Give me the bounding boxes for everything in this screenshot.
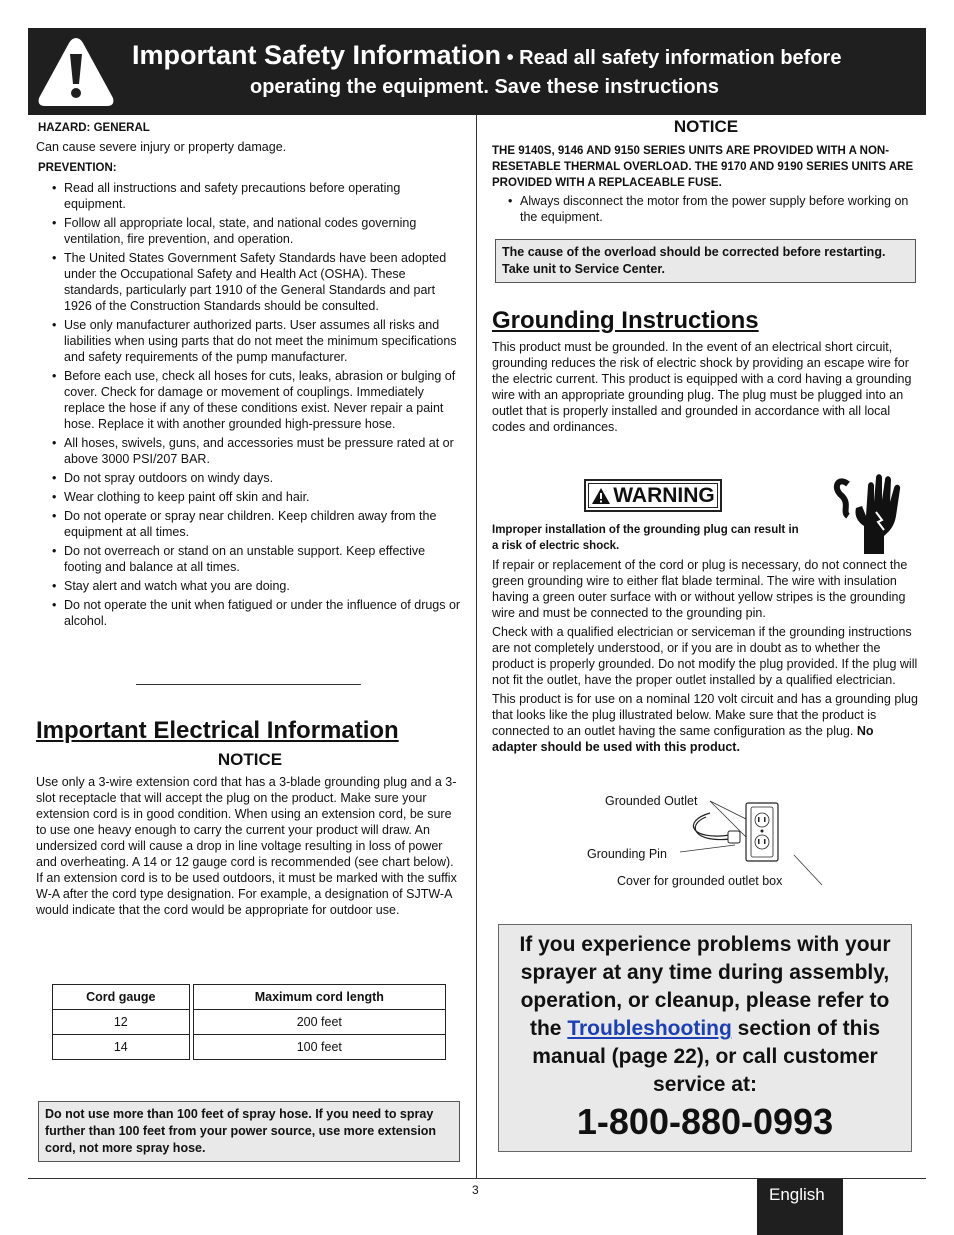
table-cell: 200 feet bbox=[193, 1010, 445, 1035]
outlet-label: Grounded Outlet bbox=[605, 794, 698, 808]
list-item: • Do not operate or spray near children. Keep children away from the equipment at all times. bbox=[36, 508, 464, 540]
notice-title: NOTICE bbox=[673, 117, 739, 136]
list-item: • Do not spray outdoors on windy days. bbox=[36, 470, 464, 486]
table-header: Maximum cord length bbox=[193, 985, 445, 1010]
list-item: • All hoses, swivels, guns, and accessories must be pressure rated at or above 3000 PSI/207 BAR. bbox=[36, 435, 464, 467]
grounded-outlet-diagram bbox=[680, 795, 830, 890]
header-subtitle-1: • Read all safety information before bbox=[501, 47, 842, 69]
list-item: • Always disconnect the motor from the power supply before working on the equipment. bbox=[492, 193, 920, 225]
cord-table bbox=[52, 984, 446, 1060]
customer-service-phone: 1-800-880-0993 bbox=[576, 1101, 834, 1142]
header-title: Important Safety Information • Read all safety information before bbox=[132, 40, 842, 70]
customer-service-box bbox=[498, 924, 912, 1152]
section-rule bbox=[136, 684, 361, 685]
electrical-notice-body: Use only a 3-wire extension cord that has a 3-blade grounding plug and a 3-slot receptacle that will accept the plug on the product. Make sure your extension cord is in good condition. When using an extension cord, be sure to use one heavy enough to carry the current your product will draw. An undersized cord will cause a drop in line voltage resulting in loss of power and overheating. A 14 or 12 gauge cord is recommended (see chart below). If an extension cord is to be used outdoors, it must be marked with the suffix W-A after the cord type designation. For example, a designation of SJTW-A would indicate that the cord would be appropriate for outdoor use. bbox=[36, 775, 457, 917]
notice-section bbox=[492, 119, 920, 228]
list-item: • Do not overreach or stand on an unstable support. Keep effective footing and balance at all times. bbox=[36, 543, 464, 575]
warning-text: WARNING bbox=[613, 483, 715, 507]
cover-label: Cover for grounded outlet box bbox=[617, 874, 783, 888]
column-divider bbox=[476, 115, 477, 1179]
hose-warning-box: Do not use more than 100 feet of spray hose. If you need to spray further than 100 feet from your power source, use more extension cord, not more spray hose. bbox=[38, 1101, 460, 1162]
grounding-title: Grounding Instructions bbox=[492, 307, 759, 334]
page-header bbox=[28, 28, 926, 115]
table-row bbox=[53, 1035, 446, 1060]
list-item: • Do not operate the unit when fatigued or under the influence of drugs or alcohol. bbox=[36, 597, 464, 629]
grounding-section bbox=[492, 307, 920, 435]
list-item: • Wear clothing to keep paint off skin and hair. bbox=[36, 489, 464, 505]
notice-body: THE 9140S, 9146 AND 9150 SERIES UNITS ARE PROVIDED WITH A NON-RESETABLE THERMAL OVERLOAD. THE 9170 AND 9190 SERIES UNITS ARE PROVIDED WITH A REPLACEABLE FUSE. bbox=[492, 145, 914, 189]
troubleshooting-link[interactable]: Troubleshooting bbox=[567, 1017, 732, 1040]
prevention-list bbox=[36, 180, 464, 629]
electrical-section bbox=[36, 717, 464, 918]
warning-triangle-icon bbox=[36, 34, 116, 110]
table-row bbox=[53, 1010, 446, 1035]
table-cell: 14 bbox=[53, 1035, 190, 1060]
grounding-pin-label: Grounding Pin bbox=[587, 847, 667, 861]
prevention-label: PREVENTION: bbox=[38, 162, 117, 174]
electrical-notice-title: NOTICE bbox=[217, 750, 283, 769]
table-header: Cord gauge bbox=[53, 985, 190, 1010]
table-cell: 12 bbox=[53, 1010, 190, 1035]
hazard-description: Can cause severe injury or property damage. bbox=[36, 140, 287, 154]
warning-statement: Improper installation of the grounding plug can result in a risk of electric shock. bbox=[492, 524, 799, 552]
page-number: 3 bbox=[472, 1183, 479, 1197]
grounding-paragraph: Check with a qualified electrician or serviceman if the grounding instructions are not completely understood, or if you are in doubt as to whether the product is properly grounded. Do not modify the plug provided. If the plug will not fit the outlet, have the proper outlet installed by a qualified electrician. bbox=[492, 625, 918, 687]
hazard-section bbox=[36, 120, 464, 632]
list-item: • The United States Government Safety Standards have been adopted under the Occupational Safety and Health Act (OSHA). These standards, particularly part 1910 of the General Standards and part 1926 of the Construction Standards should be consulted. bbox=[36, 250, 464, 314]
table-cell: 100 feet bbox=[193, 1035, 445, 1060]
notice-list bbox=[492, 193, 920, 225]
list-item: • Before each use, check all hoses for cuts, leaks, abrasion or bulging of cover. Check for damage or movement of couplings. Immediately replace the hose if any of these conditions exist. Never repair a paint hose. Replace it with another grounded high-pressure hose. bbox=[36, 368, 464, 432]
list-item: • Use only manufacturer authorized parts. User assumes all risks and liabilities when using parts that do not meet the minimum specifications and safety requirements of the pump manufacturer. bbox=[36, 317, 464, 365]
language-tab: English bbox=[757, 1179, 843, 1235]
grounding-details bbox=[492, 522, 920, 755]
customer-service-text: If you experience problems with your sprayer at any time during assembly, operation, or cleanup, please refer to the Troubleshooting section of this manual (page 22), or call customer service at: bbox=[519, 933, 891, 1096]
grounding-paragraph: This product is for use on a nominal 120 volt circuit and has a grounding plug that looks like the plug illustrated below. Make sure that the product is connected to an outlet having the same configuration as the plug. No adapter should be used with this product. bbox=[492, 692, 918, 754]
warning-label bbox=[584, 479, 722, 512]
electrical-title: Important Electrical Information bbox=[36, 717, 399, 744]
header-subtitle-2: operating the equipment. Save these instructions bbox=[250, 76, 719, 98]
list-item: • Stay alert and watch what you are doing. bbox=[36, 578, 464, 594]
overload-box: The cause of the overload should be corrected before restarting. Take unit to Service Center. bbox=[495, 239, 916, 283]
grounding-intro: This product must be grounded. In the event of an electrical short circuit, grounding reduces the risk of electric shock by providing an escape wire for the electric current. This product is equipped with a cord having a grounding wire with an appropriate grounding plug. The plug must be plugged into an outlet that is properly installed and grounded in accordance with all local codes and ordinances. bbox=[492, 340, 912, 434]
list-item: • Follow all appropriate local, state, and national codes governing ventilation, fire prevention, and operation. bbox=[36, 215, 464, 247]
grounding-paragraph: If repair or replacement of the cord or plug is necessary, do not connect the green grounding wire to either flat blade terminal. The wire with insulation having a green outer surface with or without yellow stripes is the grounding wire and must be connected to the grounding pin. bbox=[492, 558, 908, 620]
list-item: • Read all instructions and safety precautions before operating equipment. bbox=[36, 180, 464, 212]
table-header-row bbox=[53, 985, 446, 1010]
hazard-label: HAZARD: GENERAL bbox=[38, 122, 150, 134]
